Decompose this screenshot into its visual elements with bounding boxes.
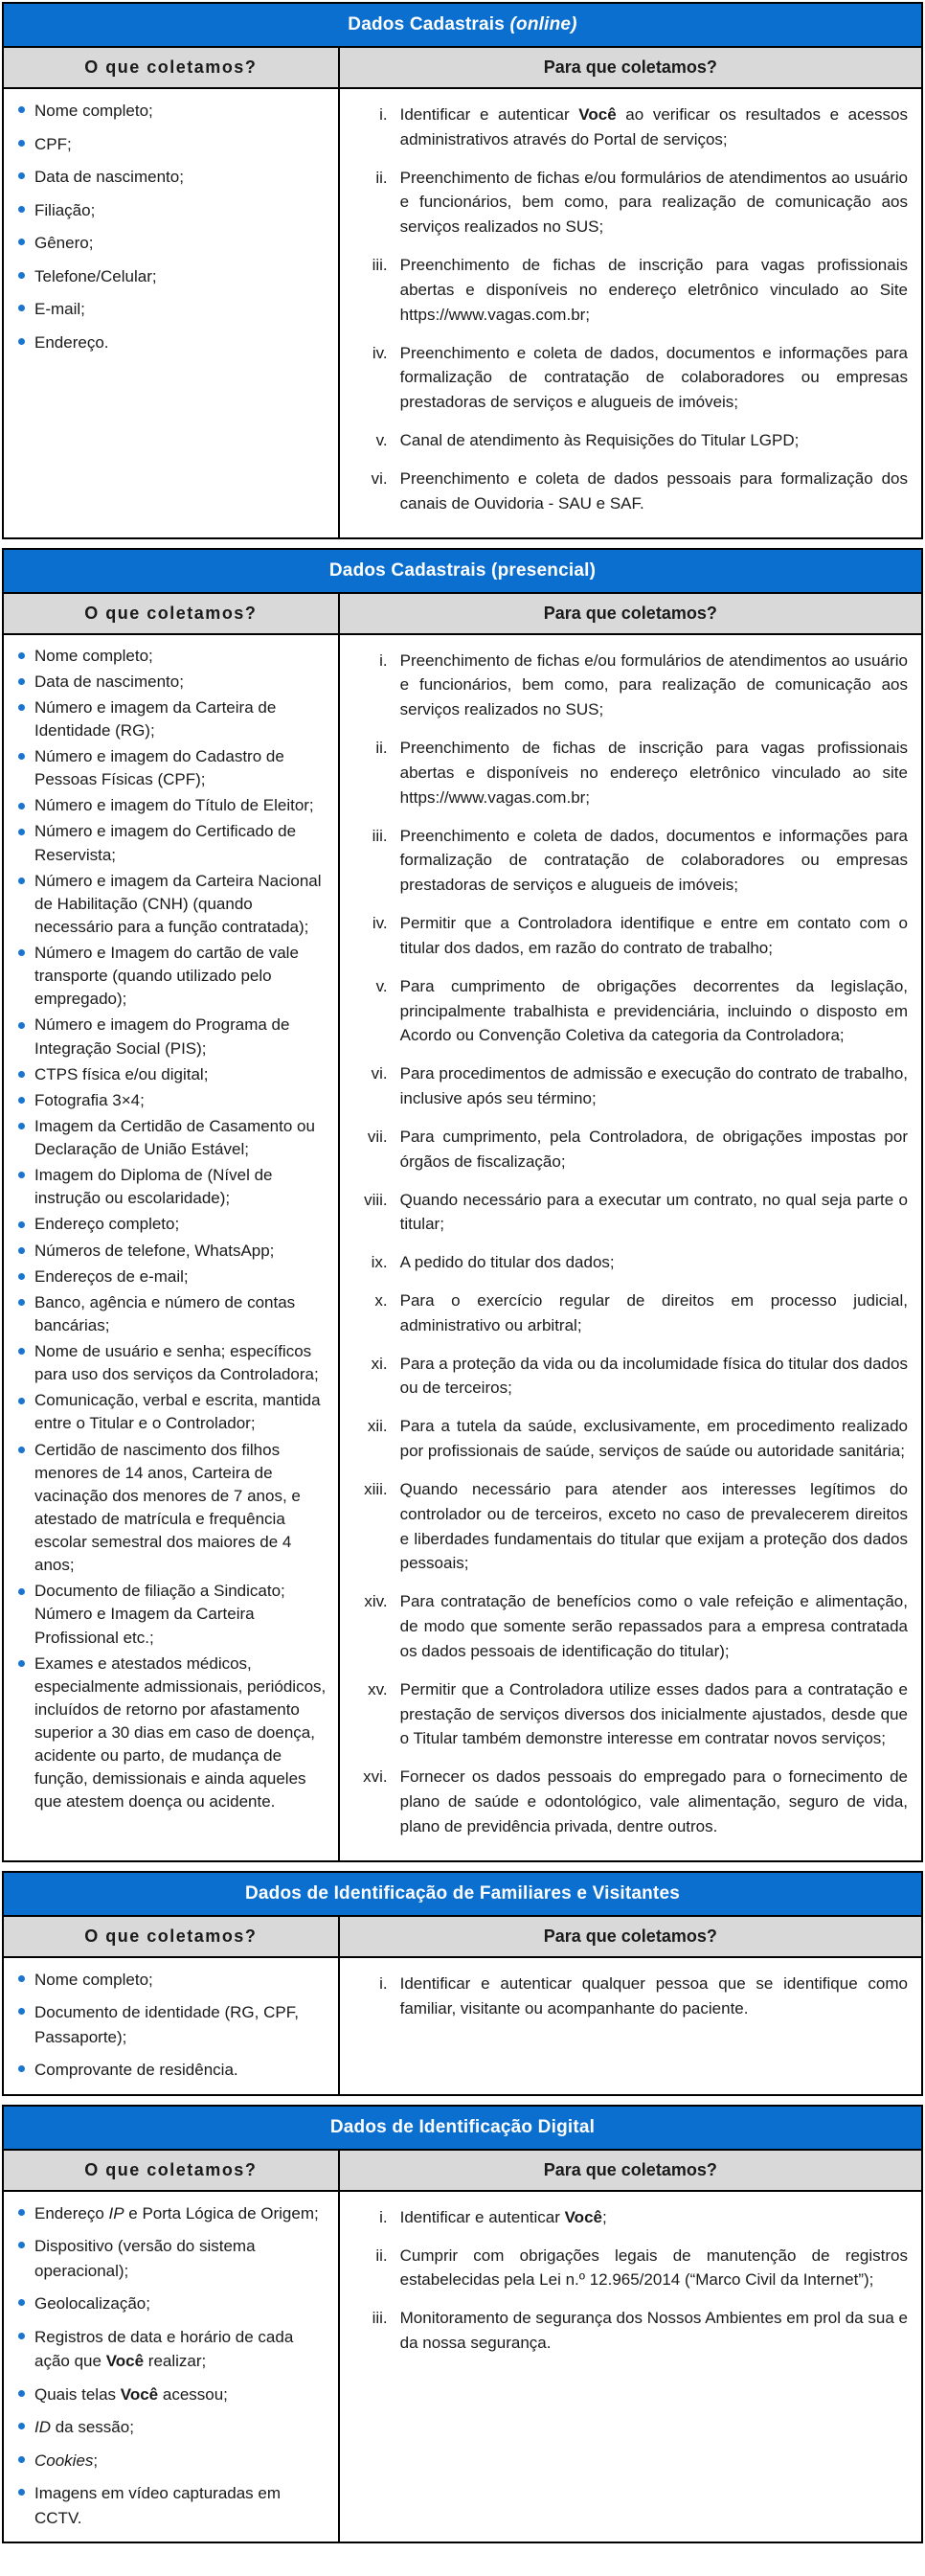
- what-item: Número e Imagem do cartão de vale transporte (quando utilizado pelo empregado);: [11, 942, 330, 1011]
- what-item: CPF;: [11, 132, 330, 157]
- why-item: [344, 1061, 908, 1111]
- why-item: [344, 974, 908, 1048]
- what-item: Data de nascimento;: [11, 671, 330, 694]
- column-header-row: [4, 1917, 921, 1958]
- why-item-numeral: xiii.: [364, 1479, 388, 1498]
- what-item: ID da sessão;: [11, 2415, 330, 2440]
- why-item: [344, 1477, 908, 1576]
- why-item-numeral: iv.: [372, 914, 388, 933]
- why-item-text: Fornecer os dados pessoais do empregado para o fornecimento de plano de saúde e odontológico, vale alimentação, seguro de vida, plano de previdência privada, dentre outros.: [399, 1767, 908, 1835]
- why-item-text: Canal de atendimento às Requisições do Titular LGPD;: [399, 431, 800, 450]
- why-item-text: Para contratação de benefícios como o vale refeição e alimentação, de modo que somente serão repassados para a empresa contratada os dados pessoais de identificação do titular);: [399, 1592, 908, 1660]
- what-item: Comprovante de residência.: [11, 2058, 330, 2083]
- section-title: Dados de Identificação Digital: [329, 2116, 596, 2137]
- why-item-text: Preenchimento e coleta de dados pessoais para formalização dos canais de Ouvidoria - SAU e SAF.: [399, 468, 908, 513]
- why-item-text: Preenchimento de fichas e/ou formulários de atendimentos ao usuário e funcionários, bem como, para realização de comunicação aos serviços realizados no SUS;: [399, 168, 908, 237]
- why-item: [344, 103, 908, 152]
- why-item: [344, 824, 908, 898]
- column-header-what: O que coletamos?: [4, 1917, 340, 1956]
- what-item: Certidão de nascimento dos filhos menores de 14 anos, Carteira de vacinação dos menores de 7 anos, e atestado de matrícula e frequência escolar semestral dos maiores de 4 anos;: [11, 1439, 330, 1578]
- what-item: Número e imagem do Cadastro de Pessoas Físicas (CPF);: [11, 745, 330, 791]
- what-list: [4, 2192, 340, 2542]
- why-item-numeral: v.: [375, 431, 388, 450]
- column-header-why: Para que coletamos?: [543, 1926, 717, 1946]
- why-item-text: Para cumprimento de obrigações decorrentes da legislação, principalmente trabalhista e previdenciária, incluindo o disposto em Acordo ou Convenção Coletiva da categoria da Controladora;: [399, 976, 908, 1045]
- what-item: Banco, agência e número de contas bancárias;: [11, 1291, 330, 1337]
- what-item: Registros de data e horário de cada ação que Você realizar;: [11, 2325, 330, 2374]
- section-title: Dados Cadastrais (presencial): [328, 559, 597, 581]
- what-item: Fotografia 3×4;: [11, 1089, 330, 1112]
- why-item: [344, 1188, 908, 1238]
- column-header-what: O que coletamos?: [4, 48, 340, 87]
- section-title-bar: [4, 1873, 921, 1917]
- why-item: [344, 736, 908, 809]
- why-item: [344, 341, 908, 415]
- what-item: Geolocalização;: [11, 2291, 330, 2316]
- why-item-text: Permitir que a Controladora identifique e entre em contato com o titular dos dados, em razão do contrato de trabalho;: [399, 914, 908, 957]
- what-item: Número e imagem do Título de Eleitor;: [11, 794, 330, 817]
- why-item-numeral: iii.: [372, 826, 388, 845]
- why-item-numeral: i.: [379, 1973, 388, 1993]
- why-item-numeral: ii.: [375, 2245, 388, 2265]
- why-item: [344, 2205, 908, 2230]
- section-4: [2, 2105, 923, 2544]
- what-item: Número e imagem da Carteira de Identidade (RG);: [11, 696, 330, 742]
- section-title-bar: [4, 2107, 921, 2151]
- what-item: Endereços de e-mail;: [11, 1265, 330, 1288]
- why-item-numeral: v.: [375, 976, 388, 995]
- what-item: Número e imagem do Programa de Integração Social (PIS);: [11, 1014, 330, 1060]
- section-body: [4, 89, 921, 537]
- section-body: [4, 1958, 921, 2094]
- section-body: [4, 2192, 921, 2542]
- why-item: [344, 1589, 908, 1663]
- what-item: Data de nascimento;: [11, 165, 330, 190]
- why-item-text: Preenchimento de fichas e/ou formulários de atendimentos ao usuário e funcionários, bem como, para realização de comunicação aos serviços realizados no SUS;: [399, 650, 908, 719]
- why-item: [344, 1125, 908, 1174]
- why-item-numeral: vii.: [367, 1127, 388, 1146]
- what-item: Nome completo;: [11, 99, 330, 124]
- what-item: Exames e atestados médicos, especialmente admissionais, periódicos, incluídos de retorno por afastamento superior a 30 dias em caso de doença, acidente ou parto, de mudança de função, demissionais e ainda aqueles que atestem doença ou acidente.: [11, 1653, 330, 1814]
- why-item-numeral: iii.: [372, 256, 388, 275]
- why-item-numeral: vi.: [371, 1064, 388, 1083]
- why-item-numeral: iv.: [372, 343, 388, 362]
- why-item-text: Permitir que a Controladora utilize esses dados para a contratação e prestação de serviços diversos dos inicialmente ajustados, desde que o Titular também demonstre interesse em contratar novos serviços;: [399, 1679, 908, 1748]
- why-item-text: Para procedimentos de admissão e execução do contrato de trabalho, inclusive após seu término;: [399, 1064, 908, 1108]
- why-item-numeral: i.: [379, 105, 388, 124]
- column-header-row: [4, 594, 921, 635]
- what-item: Imagens em vídeo capturadas em CCTV.: [11, 2481, 330, 2530]
- why-item: [344, 1972, 908, 2021]
- why-item: [344, 1250, 908, 1275]
- why-item: [344, 166, 908, 239]
- why-item-text: Identificar e autenticar Você ao verificar os resultados e acessos administrativos através do Portal de serviços;: [399, 105, 908, 148]
- why-item-text: A pedido do titular dos dados;: [399, 1253, 615, 1272]
- why-item-numeral: ix.: [371, 1253, 388, 1272]
- what-item: Gênero;: [11, 231, 330, 256]
- why-item-numeral: xi.: [371, 1354, 388, 1373]
- column-header-row: [4, 2151, 921, 2192]
- why-item-numeral: xv.: [368, 1679, 388, 1698]
- what-item: Número e imagem da Carteira Nacional de Habilitação (CNH) (quando necessário para a função contratada);: [11, 870, 330, 939]
- why-item-text: Para a tutela da saúde, exclusivamente, em procedimento realizado por profissionais de saúde, serviços de saúde ou autoridade sanitária;: [399, 1417, 908, 1461]
- why-item-text: Monitoramento de segurança dos Nossos Ambientes em prol da sua e da nossa segurança.: [399, 2309, 908, 2353]
- what-item: Imagem da Certidão de Casamento ou Declaração de União Estável;: [11, 1115, 330, 1161]
- what-item: Número e imagem do Certificado de Reservista;: [11, 820, 330, 866]
- why-item-numeral: i.: [379, 2207, 388, 2226]
- section-2: [2, 548, 923, 1862]
- what-item: Comunicação, verbal e escrita, mantida entre o Titular e o Controlador;: [11, 1389, 330, 1435]
- why-item: [344, 1352, 908, 1402]
- why-item: [344, 1288, 908, 1338]
- why-item: [344, 428, 908, 453]
- column-header-row: [4, 48, 921, 89]
- what-item: Nome de usuário e senha; específicos para uso dos serviços da Controladora;: [11, 1340, 330, 1386]
- why-item-numeral: i.: [379, 650, 388, 670]
- section-title-bar: [4, 550, 921, 594]
- what-item: Nome completo;: [11, 1968, 330, 1993]
- what-item: CTPS física e/ou digital;: [11, 1063, 330, 1086]
- why-item: [344, 2306, 908, 2356]
- why-item-text: Quando necessário para atender aos interesses legítimos do controlador ou de terceiros, exceto no caso de prevalecerem direitos e liberdades fundamentais do titular que exijam a proteção dos dados pessoais;: [399, 1479, 908, 1573]
- why-item-text: Preenchimento de fichas de inscrição para vagas profissionais abertas e disponíveis no endereço eletrônico vinculado ao Site https://www.vagas.com.br;: [399, 256, 908, 324]
- why-item-text: Para cumprimento, pela Controladora, de obrigações impostas por órgãos de fiscalização;: [399, 1127, 908, 1171]
- privacy-data-tables: [2, 2, 923, 2543]
- why-item-numeral: viii.: [364, 1190, 388, 1209]
- what-item: Cookies;: [11, 2449, 330, 2473]
- section-title: Dados Cadastrais (online): [348, 14, 577, 34]
- why-item-text: Quando necessário para a executar um contrato, no qual seja parte o titular;: [399, 1190, 908, 1234]
- column-header-why: Para que coletamos?: [543, 603, 717, 623]
- column-header-what: O que coletamos?: [4, 2151, 340, 2190]
- what-list: [4, 635, 340, 1860]
- why-item: [344, 1765, 908, 1838]
- section-3: [2, 1871, 923, 2096]
- column-header-why: Para que coletamos?: [543, 2159, 717, 2179]
- why-item: [344, 911, 908, 961]
- why-list: [340, 89, 921, 537]
- what-item: Endereço.: [11, 331, 330, 355]
- why-item-numeral: vi.: [371, 468, 388, 488]
- what-item: Endereço completo;: [11, 1213, 330, 1236]
- what-list: [4, 1958, 340, 2094]
- why-item-numeral: iii.: [372, 2309, 388, 2328]
- why-item-numeral: xiv.: [364, 1592, 388, 1611]
- why-item: [344, 1677, 908, 1751]
- why-item-text: Para a proteção da vida ou da incolumidade física do titular dos dados ou de terceiros;: [399, 1354, 908, 1398]
- what-item: Telefone/Celular;: [11, 264, 330, 289]
- why-list: [340, 1958, 921, 2094]
- why-item-text: Preenchimento e coleta de dados, documentos e informações para formalização de contratação de colaboradores ou empresas prestadoras de serviços e alugueis de imóveis;: [399, 343, 908, 412]
- what-item: Filiação;: [11, 198, 330, 223]
- column-header-why: Para que coletamos?: [543, 57, 717, 77]
- section-title: Dados de Identificação de Familiares e Visitantes: [244, 1882, 680, 1904]
- why-item-text: Preenchimento e coleta de dados, documentos e informações para formalização de contratação de colaboradores ou empresas prestadoras de serviços e alugueis de imóveis;: [399, 826, 908, 895]
- what-item: Endereço IP e Porta Lógica de Origem;: [11, 2201, 330, 2226]
- why-item-numeral: xvi.: [363, 1767, 388, 1787]
- why-item-text: Para o exercício regular de direitos em processo judicial, administrativo ou arbitral;: [399, 1290, 908, 1334]
- what-item: Dispositivo (versão do sistema operacional);: [11, 2234, 330, 2283]
- why-item-numeral: ii.: [375, 168, 388, 187]
- what-item: Nome completo;: [11, 645, 330, 668]
- what-item: Números de telefone, WhatsApp;: [11, 1240, 330, 1263]
- column-header-what: O que coletamos?: [4, 594, 340, 633]
- why-item-text: Identificar e autenticar Você;: [399, 2207, 607, 2226]
- what-item: E-mail;: [11, 297, 330, 322]
- what-item: Documento de filiação a Sindicato; Número e Imagem da Carteira Profissional etc.;: [11, 1580, 330, 1649]
- why-list: [340, 2192, 921, 2542]
- section-1: [2, 2, 923, 539]
- why-item-numeral: xii.: [367, 1417, 388, 1436]
- why-item-text: Cumprir com obrigações legais de manutenção de registros estabelecidas pela Lei n.º 12.965/2014 (“Marco Civil da Internet”);: [399, 2245, 908, 2290]
- why-item-text: Preenchimento de fichas de inscrição para vagas profissionais abertas e disponíveis no endereço eletrônico vinculado ao site https://www.vagas.com.br;: [399, 739, 908, 807]
- what-item: Imagem do Diploma de (Nível de instrução ou escolaridade);: [11, 1164, 330, 1210]
- section-title-bar: [4, 4, 921, 48]
- what-item: Quais telas Você acessou;: [11, 2382, 330, 2407]
- why-item: [344, 1414, 908, 1464]
- section-body: [4, 635, 921, 1860]
- why-item: [344, 2244, 908, 2293]
- why-item: [344, 467, 908, 516]
- what-item: Documento de identidade (RG, CPF, Passaporte);: [11, 2000, 330, 2049]
- why-item-numeral: x.: [374, 1290, 388, 1310]
- why-item-numeral: ii.: [375, 739, 388, 758]
- why-list: [340, 635, 921, 1860]
- why-item: [344, 649, 908, 722]
- what-list: [4, 89, 340, 537]
- why-item-text: Identificar e autenticar qualquer pessoa que se identifique como familiar, visitante ou acompanhante do paciente.: [399, 1973, 908, 2017]
- why-item: [344, 253, 908, 327]
